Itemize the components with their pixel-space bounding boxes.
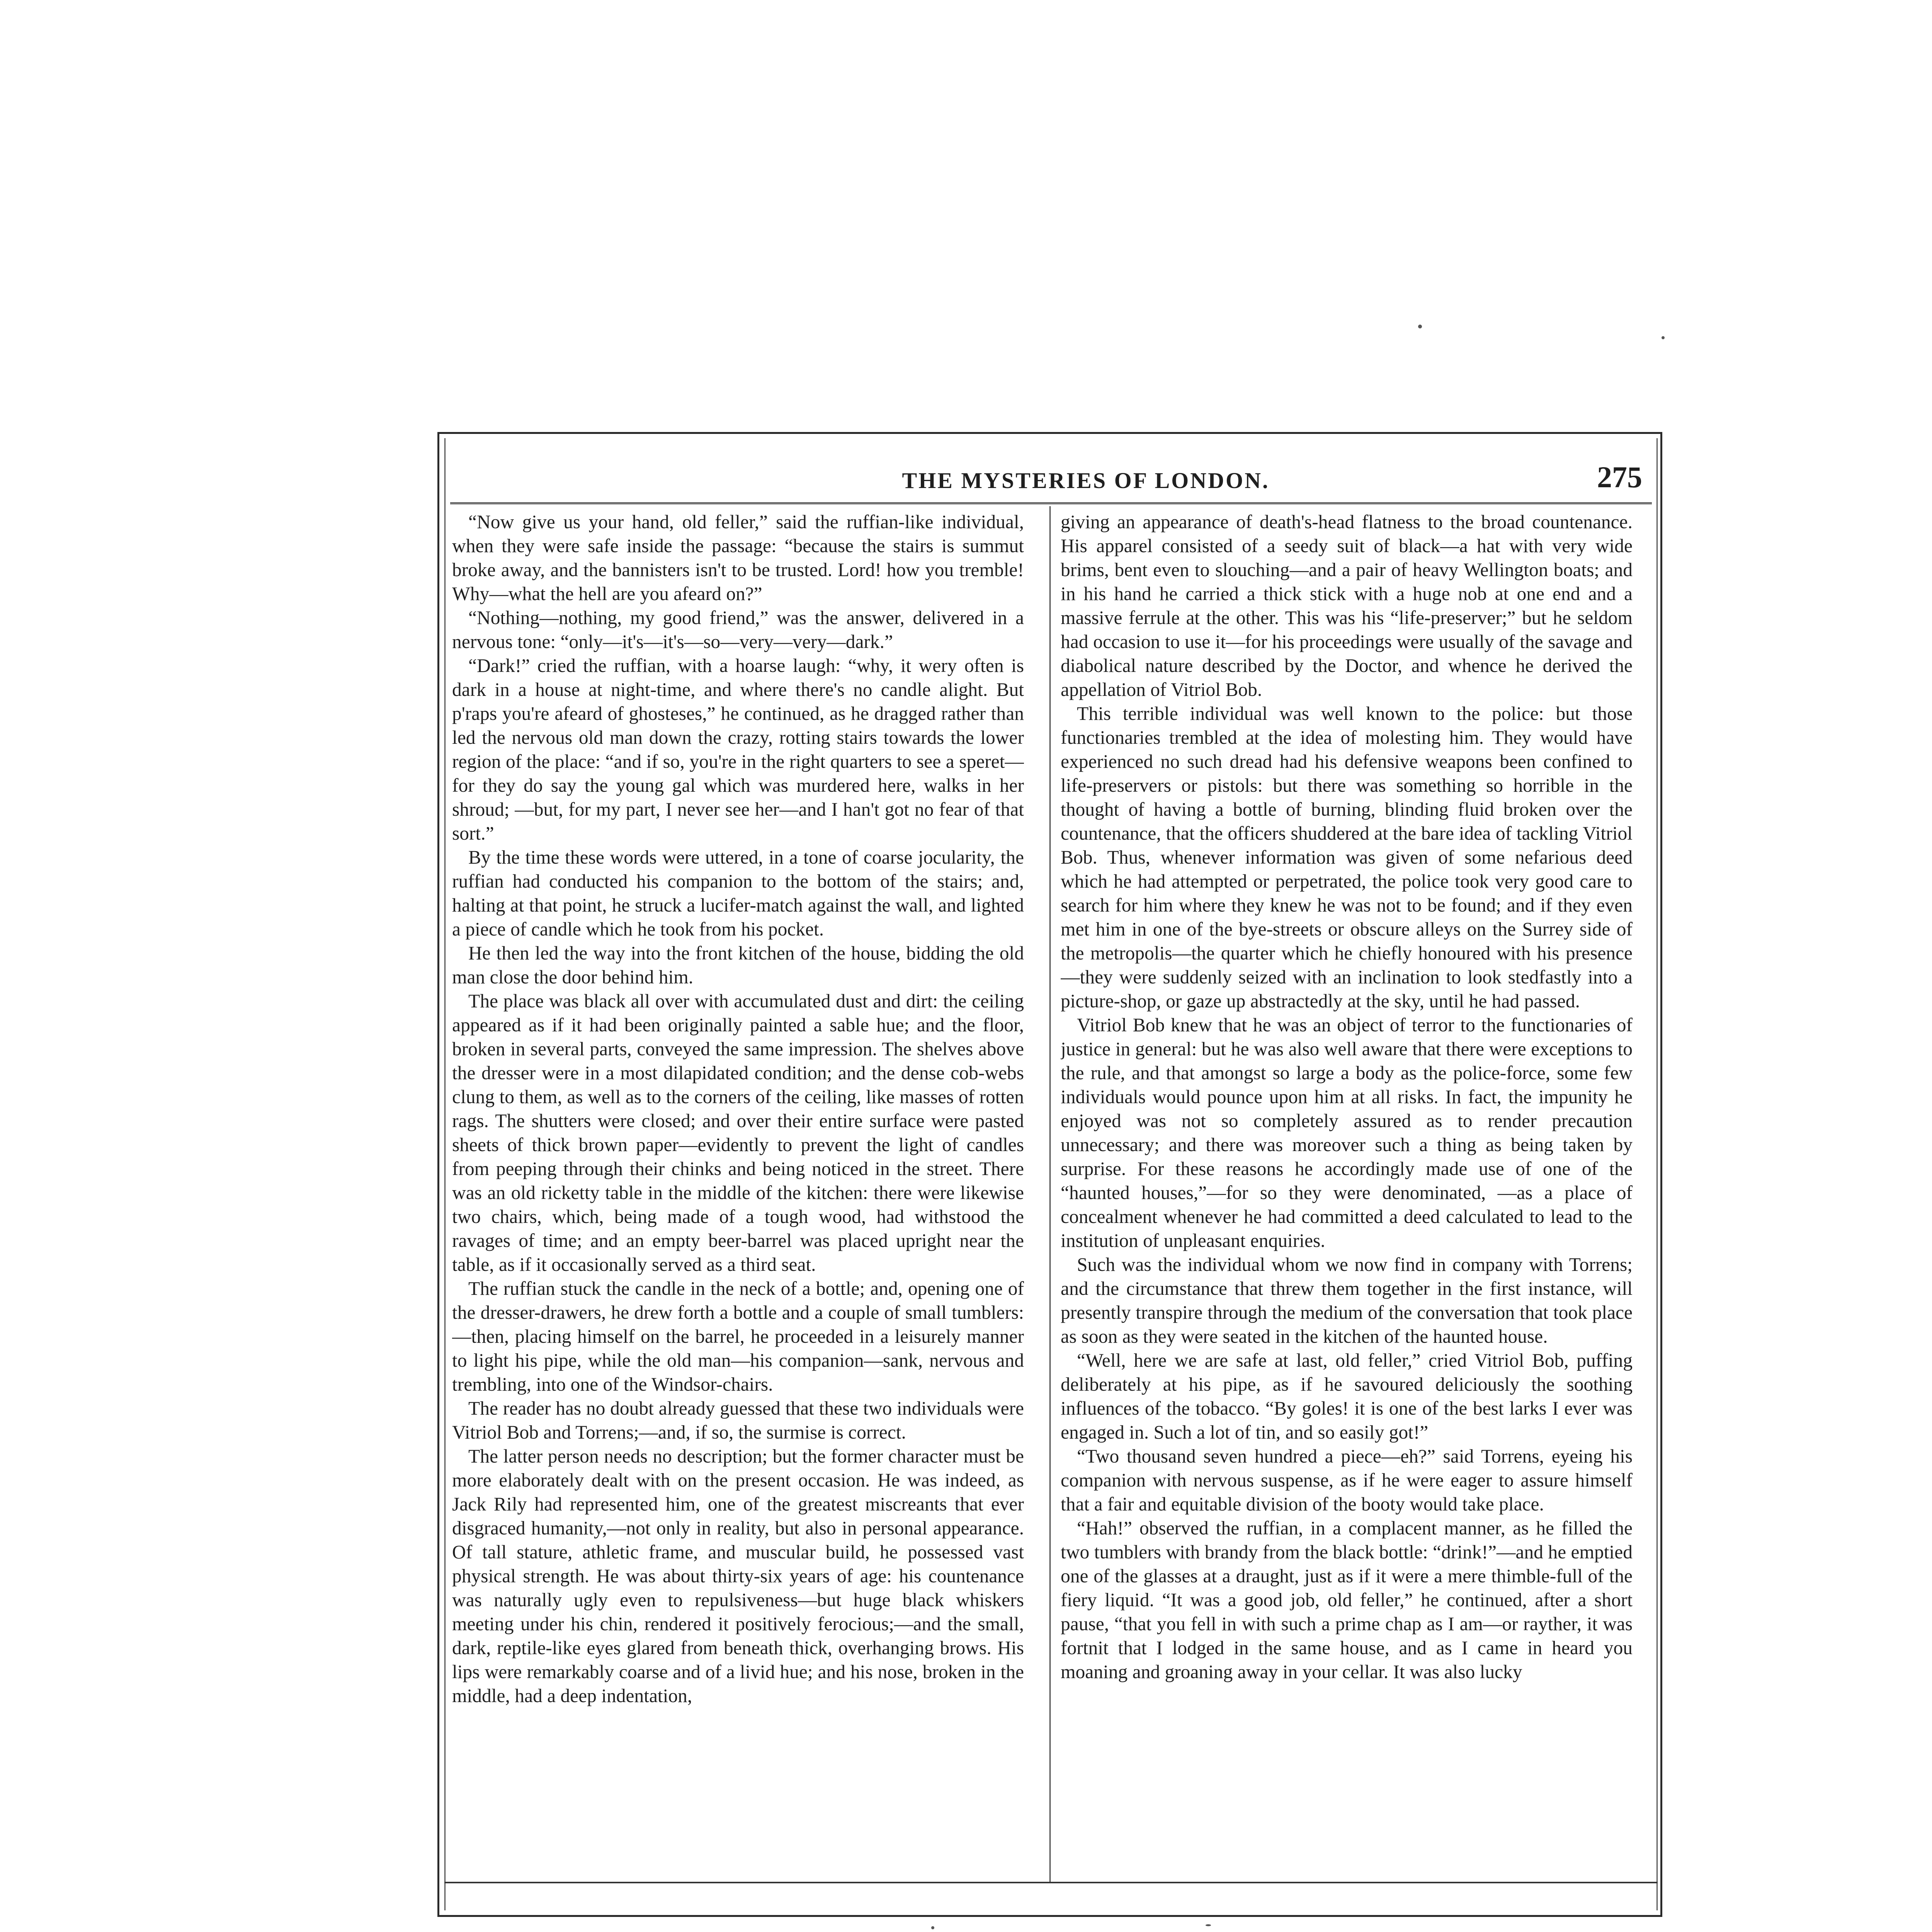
paragraph: “Now give us your hand, old feller,” said the ruffian-like individual, when they were safe inside the passage: “because the stairs is summut broke away, and the bannisters isn't to be trusted. Lord! how you tremble! Why—what the hell are you afeard on?” — [452, 511, 1024, 604]
print-speck — [931, 1926, 934, 1929]
right-column — [1061, 510, 1633, 1878]
paragraph: By the time these words were uttered, in a tone of coarse jocularity, the ruffian had conducted his companion to the bottom of the stairs; and, halting at that point, he struck a lucifer-match against the wall, and lighted a piece of candle which he took from his pocket. — [452, 847, 1024, 940]
paragraph: The latter person needs no description; but the former character must be more elaborately dealt with on the present occasion. He was indeed, as Jack Rily had represented him, one of the greatest miscreants that ever disgraced humanity,—not only in reality, but also in personal appearance. Of tall stature, athletic frame, and muscular build, he possessed vast physical strength. He was about thirty-six years of age: his countenance was naturally ugly even to repulsiveness—but huge black whiskers meeting under his chin, rendered it positively ferocious;—and the small, dark, reptile-like eyes glared from beneath thick, overhanging brows. His lips were remarkably coarse and of a livid hue; and his nose, broken in the middle, had a deep indentation, — [452, 1446, 1024, 1706]
print-speck — [1662, 336, 1665, 339]
paragraph: “Hah!” observed the ruffian, in a complacent manner, as he filled the two tumblers with brandy from the black bottle: “drink!”—and he emptied one of the glasses at a draught, just as if it were a mere thimble-full of the fiery liquid. “It was a good job, old feller,” he continued, after a short pause, “that you fell in with such a prime chap as I am—or rayther, it was fortnit that I lodged in the same house, and as I came in heard you moaning and groaning away in your cellar. It was also lucky — [1061, 1517, 1633, 1682]
column-divider — [1049, 506, 1051, 1882]
running-header: THE MYSTERIES OF LONDON. — [902, 468, 1270, 493]
left-column — [452, 510, 1024, 1878]
footer-rule — [444, 1882, 1658, 1883]
print-speck — [1206, 1924, 1211, 1926]
paragraph: The reader has no doubt already guessed that these two individuals were Vitriol Bob and Torrens;—and, if so, the surmise is correct. — [452, 1398, 1024, 1443]
paragraph: The place was black all over with accumulated dust and dirt: the ceiling appeared as if it had been originally painted a sable hue; and the floor, broken in several parts, conveyed the same impression. The shelves above the dresser were in a most dilapidated condition; and the dense cob-webs clung to them, as well as to the corners of the ceiling, like masses of rotten rags. The shutters were closed; and over their entire surface were pasted sheets of thick brown paper—evidently to prevent the light of candles from peeping through their chinks and being noticed in the street. There was an old ricketty table in the middle of the kitchen: there were likewise two chairs, which, being made of a tough wood, had withstood the ravages of time; and an empty beer-barrel was placed upright near the table, as if it occasionally served as a third seat. — [452, 990, 1024, 1275]
paragraph: He then led the way into the front kitchen of the house, bidding the old man close the door behind him. — [452, 942, 1024, 988]
paragraph: Vitriol Bob knew that he was an object of terror to the functionaries of justice in general: but he was also well aware that there were exceptions to the rule, and that amongst so large a body as the police-force, some few individuals would pounce upon him at all risks. In fact, the impunity he enjoyed was not so completely assured as to render precaution unnecessary; and there was moreover such a thing as being taken by surprise. For these reasons he accordingly made use of one of the “haunted houses,”—for so they were denominated, —as a place of concealment whenever he had committed a deed calculated to lead to the institution of unpleasant enquiries. — [1061, 1014, 1633, 1251]
paragraph: “Two thousand seven hundred a piece—eh?” said Torrens, eyeing his companion with nervous suspense, as if he were eager to assure himself that a fair and equitable division of the booty would take place. — [1061, 1446, 1633, 1515]
paragraph: “Well, here we are safe at last, old feller,” cried Vitriol Bob, puffing deliberately at his pipe, as if he savoured deliciously the soothing influences of the tobacco. “By goles! it is one of the best larks I ever was engaged in. Such a lot of tin, and so easily got!” — [1061, 1350, 1633, 1443]
page-number: 275 — [1597, 460, 1642, 494]
header-rule — [450, 502, 1652, 504]
paragraph: Such was the individual whom we now find in company with Torrens; and the circumstance that threw them together in the first instance, will presently transpire through the medium of the conversation that took place as soon as they were seated in the kitchen of the haunted house. — [1061, 1254, 1633, 1347]
paragraph: “Nothing—nothing, my good friend,” was the answer, delivered in a nervous tone: “only—it's—it's—so—very—very—dark.” — [452, 607, 1024, 652]
paragraph: The ruffian stuck the candle in the neck of a bottle; and, opening one of the dresser-drawers, he drew forth a bottle and a couple of small tumblers:—then, placing himself on the barrel, he proceeded in a leisurely manner to light his pipe, while the old man—his companion—sank, nervous and trembling, into one of the Windsor-chairs. — [452, 1278, 1024, 1395]
paragraph: This terrible individual was well known to the police: but those functionaries trembled at the idea of molesting him. They would have experienced no such dread had his defensive weapons been confined to life-preservers or pistols: but there was something so horrible in the thought of having a bottle of burning, blinding fluid broken over the countenance, that the officers shuddered at the bare idea of tackling Vitriol Bob. Thus, whenever information was given of some nefarious deed which he had attempted or perpetrated, the police took very good care to search for him where they knew he was not to be found; and if they even met him in one of the bye-streets or obscure alleys on the Surrey side of the metropolis—the quarter which he chiefly honoured with his presence—they were suddenly seized with an inclination to look stedfastly into a picture-shop, or gaze up abstractedly at the sky, until he had passed. — [1061, 703, 1633, 1012]
paragraph: “Dark!” cried the ruffian, with a hoarse laugh: “why, it wery often is dark in a house at night-time, and where there's no candle alight. But p'raps you're afeard of ghosteses,” he continued, as he dragged rather than led the nervous old man down the crazy, rotting stairs towards the lower region of the place: “and if so, you're in the right quarters to see a speret—for they do say the young gal which was murdered here, walks in her shroud; —but, for my part, I never see her—and I han't got no fear of that sort.” — [452, 655, 1024, 844]
print-speck — [1418, 325, 1422, 328]
paragraph-continued: giving an appearance of death's-head flatness to the broad countenance. His apparel consisted of a seedy suit of black—a hat with very wide brims, bent even to slouching—and a pair of heavy Wellington boats; and in his hand he carried a thick stick with a huge nob at one end and a massive ferrule at the other. This was his “life-preserver;” but he seldom had occasion to use it—for his proceedings were usually of the savage and diabolical nature described by the Doctor, and whence he derived the appellation of Vitriol Bob. — [1061, 511, 1633, 700]
